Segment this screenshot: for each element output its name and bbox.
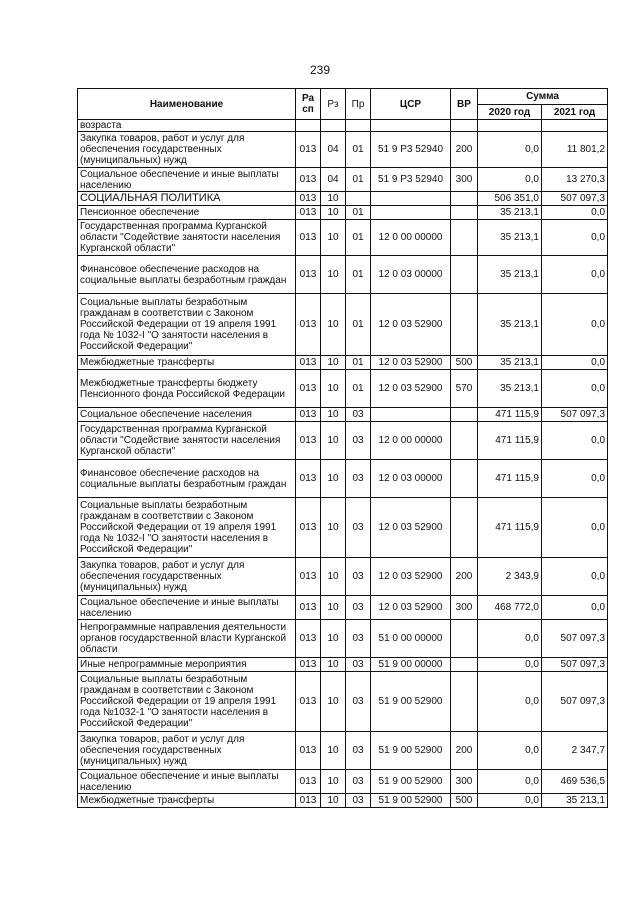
row-sum-2021: 0,0 [542, 294, 608, 356]
row-pr: 01 [346, 132, 371, 168]
header-sum: Сумма [478, 89, 608, 105]
row-vr: 300 [451, 168, 478, 192]
row-rz: 10 [321, 422, 346, 460]
row-sum-2020: 471 115,9 [478, 408, 542, 422]
row-name: Государственная программа Курганской области "Содействие занятости населения Курганской области" [78, 220, 296, 256]
row-rz: 10 [321, 732, 346, 770]
row-csr: 51 9 00 52900 [371, 770, 451, 794]
header-year-2020: 2020 год [478, 105, 542, 120]
row-rasp: 013 [296, 460, 321, 498]
row-sum-2020: 35 213,1 [478, 294, 542, 356]
row-csr: 12 0 03 52900 [371, 356, 451, 370]
table-row [78, 498, 608, 558]
row-pr: 03 [346, 672, 371, 732]
table-row [78, 460, 608, 498]
header-pr: Пр [346, 89, 371, 120]
row-csr: 12 0 03 00000 [371, 460, 451, 498]
table-row [78, 356, 608, 370]
row-csr [371, 206, 451, 220]
row-rz: 10 [321, 192, 346, 206]
row-vr [451, 672, 478, 732]
row-csr: 12 0 00 00000 [371, 422, 451, 460]
row-name: Закупка товаров, работ и услуг для обеспечения государственных (муниципальных) нужд [78, 732, 296, 770]
row-sum-2021: 0,0 [542, 460, 608, 498]
row-sum-2020: 0,0 [478, 658, 542, 672]
row-rasp: 013 [296, 356, 321, 370]
row-name: Непрограммные направления деятельности органов государственной власти Курганской области [78, 620, 296, 658]
row-rz: 10 [321, 498, 346, 558]
row-sum-2021 [542, 120, 608, 132]
row-pr: 01 [346, 356, 371, 370]
header-name: Наименование [78, 89, 296, 120]
row-name: Закупка товаров, работ и услуг для обеспечения государственных (муниципальных) нужд [78, 132, 296, 168]
row-sum-2021: 35 213,1 [542, 794, 608, 808]
row-sum-2021: 469 536,5 [542, 770, 608, 794]
row-sum-2021: 0,0 [542, 356, 608, 370]
row-rz: 10 [321, 672, 346, 732]
row-rz: 04 [321, 132, 346, 168]
row-rz: 10 [321, 356, 346, 370]
row-csr [371, 408, 451, 422]
row-pr: 03 [346, 732, 371, 770]
row-rz: 10 [321, 294, 346, 356]
row-name: Социальное обеспечение и иные выплаты населению [78, 596, 296, 620]
row-rasp: 013 [296, 498, 321, 558]
table-body [78, 120, 608, 808]
table-row [78, 220, 608, 256]
row-sum-2020: 2 343,9 [478, 558, 542, 596]
row-rasp: 013 [296, 370, 321, 408]
table-row [78, 294, 608, 356]
row-rasp: 013 [296, 168, 321, 192]
row-name: Государственная программа Курганской области "Содействие занятости населения Курганской области" [78, 422, 296, 460]
row-pr: 01 [346, 256, 371, 294]
row-name: Межбюджетные трансферты [78, 794, 296, 808]
row-rz: 10 [321, 256, 346, 294]
row-rasp: 013 [296, 422, 321, 460]
row-rz: 10 [321, 596, 346, 620]
row-rz: 10 [321, 220, 346, 256]
row-sum-2020: 0,0 [478, 794, 542, 808]
row-name: Пенсионное обеспечение [78, 206, 296, 220]
page-number: 239 [309, 63, 331, 77]
table-row [78, 192, 608, 206]
row-rz: 10 [321, 658, 346, 672]
row-rz: 10 [321, 460, 346, 498]
row-csr: 51 9 00 00000 [371, 658, 451, 672]
row-sum-2021: 0,0 [542, 558, 608, 596]
table-row [78, 558, 608, 596]
row-pr: 01 [346, 168, 371, 192]
row-rasp: 013 [296, 794, 321, 808]
row-csr: 12 0 03 52900 [371, 294, 451, 356]
row-name: Социальное обеспечение населения [78, 408, 296, 422]
row-pr: 03 [346, 658, 371, 672]
row-pr: 03 [346, 770, 371, 794]
row-sum-2021: 0,0 [542, 220, 608, 256]
row-sum-2020: 468 772,0 [478, 596, 542, 620]
row-name: возраста [78, 120, 296, 132]
table-row [78, 732, 608, 770]
row-name: СОЦИАЛЬНАЯ ПОЛИТИКА [78, 192, 296, 206]
row-rasp: 013 [296, 658, 321, 672]
table-row [78, 120, 608, 132]
row-csr: 12 0 00 00000 [371, 220, 451, 256]
row-name: Социальные выплаты безработным гражданам в соответствии с Законом Российской Федерации от 19 апреля 1991 года № 1032-I "О занятости населения в Российской Федерации" [78, 498, 296, 558]
row-rz: 10 [321, 794, 346, 808]
row-csr: 12 0 03 52900 [371, 596, 451, 620]
row-csr: 51 9 00 52900 [371, 732, 451, 770]
row-csr [371, 120, 451, 132]
table-row [78, 596, 608, 620]
row-pr: 03 [346, 794, 371, 808]
header-csr: ЦСР [371, 89, 451, 120]
row-pr [346, 192, 371, 206]
row-vr [451, 294, 478, 356]
row-vr [451, 220, 478, 256]
row-sum-2020: 35 213,1 [478, 356, 542, 370]
row-sum-2021: 507 097,3 [542, 672, 608, 732]
row-vr: 300 [451, 770, 478, 794]
row-sum-2020: 35 213,1 [478, 220, 542, 256]
row-sum-2020: 35 213,1 [478, 206, 542, 220]
row-rasp: 013 [296, 558, 321, 596]
row-sum-2021: 507 097,3 [542, 192, 608, 206]
row-rasp: 013 [296, 192, 321, 206]
table-row [78, 256, 608, 294]
row-sum-2021: 2 347,7 [542, 732, 608, 770]
row-csr: 12 0 03 52900 [371, 370, 451, 408]
table-row [78, 658, 608, 672]
row-csr [371, 192, 451, 206]
row-vr: 500 [451, 356, 478, 370]
row-vr [451, 422, 478, 460]
row-rz: 10 [321, 408, 346, 422]
row-rz: 10 [321, 370, 346, 408]
row-rasp: 013 [296, 206, 321, 220]
row-sum-2021: 11 801,2 [542, 132, 608, 168]
row-name: Закупка товаров, работ и услуг для обеспечения государственных (муниципальных) нужд [78, 558, 296, 596]
row-sum-2020: 506 351,0 [478, 192, 542, 206]
row-pr: 03 [346, 422, 371, 460]
row-rz [321, 120, 346, 132]
row-rz: 10 [321, 206, 346, 220]
row-sum-2020: 0,0 [478, 168, 542, 192]
row-pr [346, 120, 371, 132]
row-rasp: 013 [296, 620, 321, 658]
header-vr: ВР [451, 89, 478, 120]
table-row [78, 206, 608, 220]
row-vr [451, 408, 478, 422]
row-vr: 200 [451, 558, 478, 596]
table-row [78, 370, 608, 408]
row-rasp [296, 120, 321, 132]
row-csr: 51 9 P3 52940 [371, 132, 451, 168]
row-rasp: 013 [296, 596, 321, 620]
row-sum-2021: 507 097,3 [542, 408, 608, 422]
row-sum-2021: 0,0 [542, 256, 608, 294]
row-sum-2021: 507 097,3 [542, 658, 608, 672]
header-rasp [296, 89, 321, 120]
row-vr: 300 [451, 596, 478, 620]
table-row [78, 168, 608, 192]
row-sum-2021: 0,0 [542, 422, 608, 460]
row-rasp: 013 [296, 672, 321, 732]
table-row [78, 422, 608, 460]
row-sum-2021: 0,0 [542, 370, 608, 408]
header-rasp-line2: сп [302, 104, 314, 115]
row-sum-2021: 507 097,3 [542, 620, 608, 658]
row-sum-2020: 35 213,1 [478, 256, 542, 294]
row-name: Социальное обеспечение и иные выплаты населению [78, 770, 296, 794]
row-vr [451, 206, 478, 220]
row-name: Межбюджетные трансферты бюджету Пенсионного фонда Российской Федерации [78, 370, 296, 408]
row-csr: 51 0 00 00000 [371, 620, 451, 658]
row-sum-2020: 471 115,9 [478, 498, 542, 558]
header-rasp-line1: Ра [301, 93, 315, 104]
row-vr [451, 192, 478, 206]
header-rz: Рз [321, 89, 346, 120]
table-row [78, 794, 608, 808]
row-vr [451, 120, 478, 132]
row-pr: 03 [346, 620, 371, 658]
table-row [78, 620, 608, 658]
row-vr: 570 [451, 370, 478, 408]
row-rasp: 013 [296, 294, 321, 356]
table-row [78, 672, 608, 732]
row-rz: 10 [321, 620, 346, 658]
row-sum-2020: 0,0 [478, 732, 542, 770]
header-row [78, 89, 608, 105]
row-name: Социальное обеспечение и иные выплаты населению [78, 168, 296, 192]
budget-table [77, 88, 608, 808]
row-rz: 10 [321, 558, 346, 596]
row-vr: 200 [451, 732, 478, 770]
row-pr: 03 [346, 460, 371, 498]
header-year-2021: 2021 год [542, 105, 608, 120]
row-pr: 01 [346, 370, 371, 408]
row-sum-2021: 13 270,3 [542, 168, 608, 192]
row-csr: 51 9 00 52900 [371, 672, 451, 732]
row-pr: 01 [346, 220, 371, 256]
row-sum-2020 [478, 120, 542, 132]
row-name: Социальные выплаты безработным гражданам в соответствии с Законом Российской Федерации от 19 апреля 1991 года № 1032-I "О занятости населения в Российской Федерации" [78, 294, 296, 356]
row-vr [451, 256, 478, 294]
row-rasp: 013 [296, 770, 321, 794]
table-row [78, 408, 608, 422]
row-vr [451, 460, 478, 498]
row-sum-2021: 0,0 [542, 498, 608, 558]
row-pr: 03 [346, 558, 371, 596]
row-vr: 200 [451, 132, 478, 168]
row-sum-2020: 471 115,9 [478, 422, 542, 460]
row-name: Иные непрограммные мероприятия [78, 658, 296, 672]
row-rz: 10 [321, 770, 346, 794]
row-vr [451, 658, 478, 672]
row-name: Финансовое обеспечение расходов на социальные выплаты безработным граждан [78, 256, 296, 294]
row-rasp: 013 [296, 408, 321, 422]
row-name: Социальные выплаты безработным гражданам в соответствии с Законом Российской Федерации от 19 апреля 1991 года №1032-1 "О занятости населения в Российской Федерации" [78, 672, 296, 732]
row-pr: 03 [346, 498, 371, 558]
row-sum-2020: 35 213,1 [478, 370, 542, 408]
row-sum-2020: 471 115,9 [478, 460, 542, 498]
row-sum-2020: 0,0 [478, 620, 542, 658]
row-csr: 51 9 P3 52940 [371, 168, 451, 192]
row-rasp: 013 [296, 132, 321, 168]
row-csr: 51 9 00 52900 [371, 794, 451, 808]
row-sum-2020: 0,0 [478, 132, 542, 168]
row-pr: 03 [346, 408, 371, 422]
table-row [78, 132, 608, 168]
row-pr: 01 [346, 294, 371, 356]
row-pr: 03 [346, 596, 371, 620]
table-row [78, 770, 608, 794]
row-name: Финансовое обеспечение расходов на социальные выплаты безработным граждан [78, 460, 296, 498]
row-pr: 01 [346, 206, 371, 220]
row-rasp: 013 [296, 732, 321, 770]
row-rz: 04 [321, 168, 346, 192]
row-vr [451, 620, 478, 658]
row-rasp: 013 [296, 256, 321, 294]
row-csr: 12 0 03 00000 [371, 256, 451, 294]
row-vr: 500 [451, 794, 478, 808]
row-sum-2020: 0,0 [478, 770, 542, 794]
row-sum-2020: 0,0 [478, 672, 542, 732]
row-sum-2021: 0,0 [542, 596, 608, 620]
row-rasp: 013 [296, 220, 321, 256]
row-name: Межбюджетные трансферты [78, 356, 296, 370]
row-csr: 12 0 03 52900 [371, 558, 451, 596]
row-vr [451, 498, 478, 558]
row-csr: 12 0 03 52900 [371, 498, 451, 558]
row-sum-2021: 0,0 [542, 206, 608, 220]
